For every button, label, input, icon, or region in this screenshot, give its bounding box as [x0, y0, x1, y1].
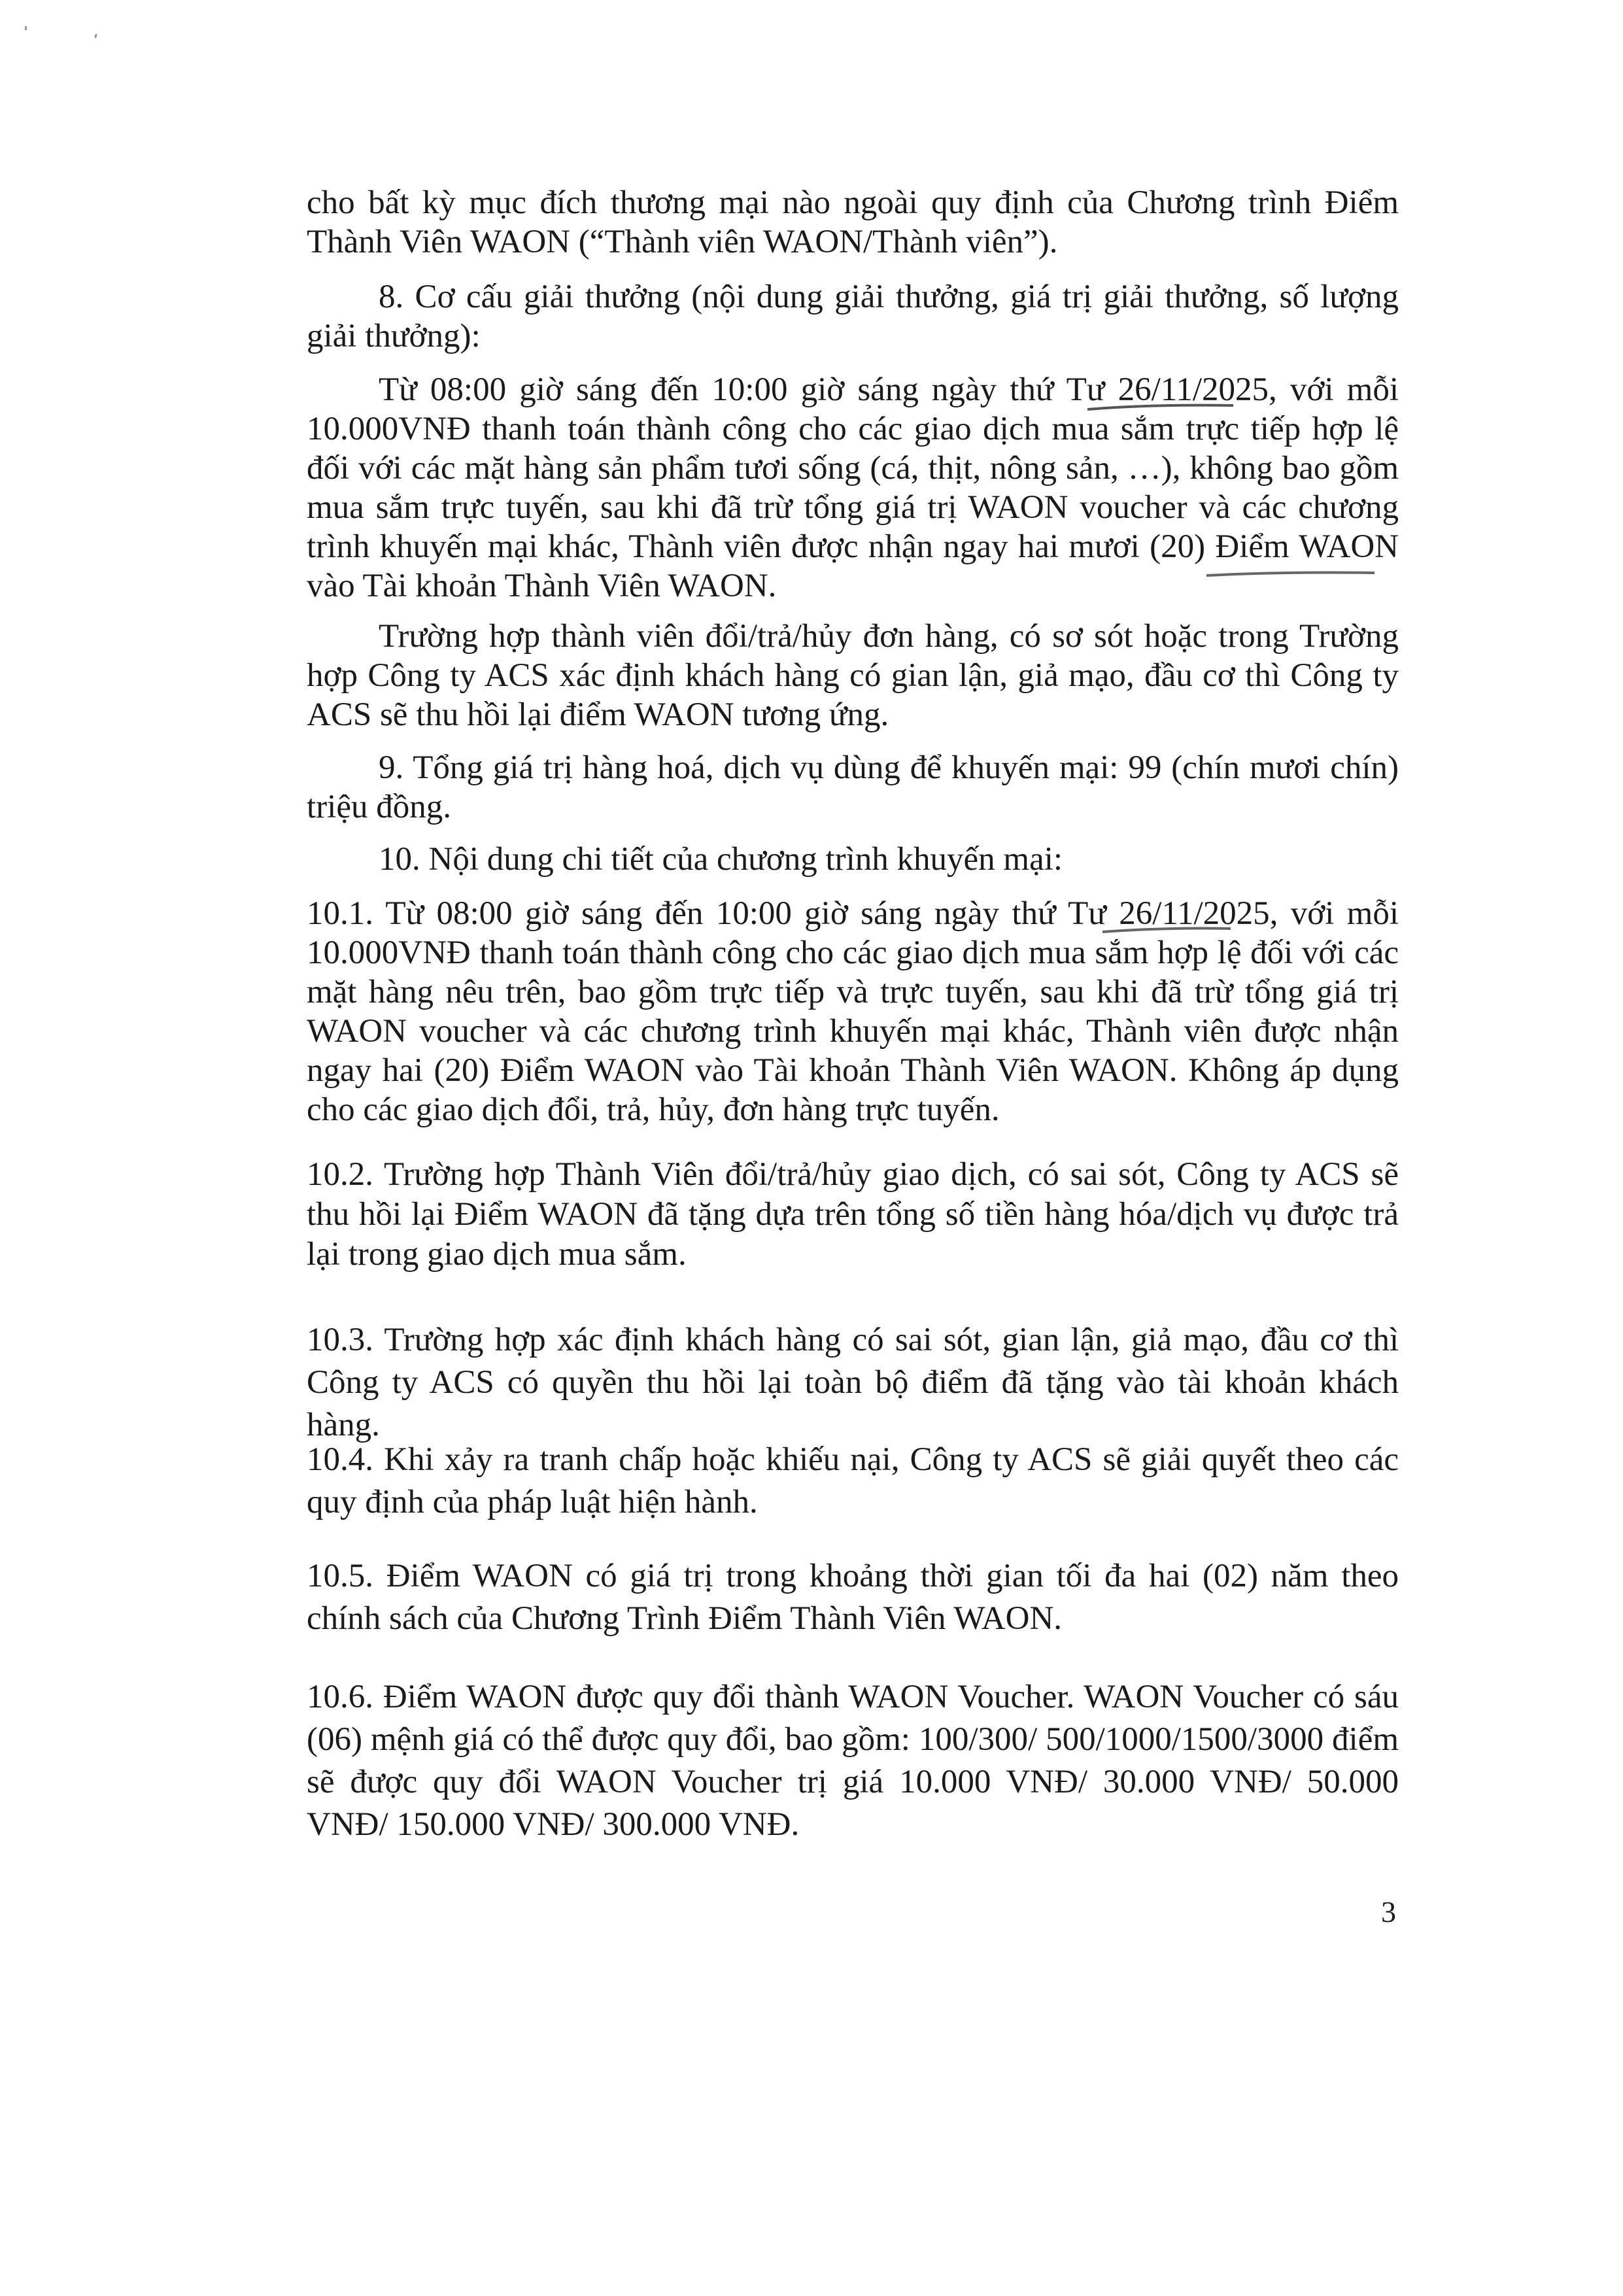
section-9: 9. Tổng giá trị hàng hoá, dịch vụ dùng để khuyến mại: 99 (chín mươi chín) triệu đồng.	[307, 749, 1399, 825]
section-8-detail: Từ 08:00 giờ sáng đến 10:00 giờ sáng ngày thứ Tư 26/11/2025, với mỗi 10.000VNĐ thanh toán thành công cho các giao dịch mua sắm trực tiếp hợp lệ đối với các mặt hàng sản phẩm tươi sống (cá, thịt, nông sản, …), không bao gồm mua sắm trực tuyến, sau khi đã trừ tổng giá trị WAON voucher và các chương trình khuyến mại khác, Thành viên được nhận ngay hai mươi (20) Điểm WAON vào Tài khoản Thành Viên WAON.	[307, 371, 1399, 604]
section-8-heading: 8. Cơ cấu giải thưởng (nội dung giải thưởng, giá trị giải thưởng, số lượng giải thưởng):	[307, 279, 1399, 354]
section-10-4: 10.4. Khi xảy ra tranh chấp hoặc khiếu nại, Công ty ACS sẽ giải quyết theo các quy định của pháp luật hiện hành.	[307, 1441, 1399, 1520]
section-10-heading: 10. Nội dung chi tiết của chương trình khuyến mại:	[379, 841, 1063, 878]
section-10-1: 10.1. Từ 08:00 giờ sáng đến 10:00 giờ sáng ngày thứ Tư 26/11/2025, với mỗi 10.000VNĐ thanh toán thành công cho các giao dịch mua sắm hợp lệ đối với các mặt hàng nêu trên, bao gồm trực tiếp và trực tuyến, sau khi đã trừ tổng giá trị WAON voucher và các chương trình khuyến mại khác, Thành viên được nhận ngay hai (20) Điểm WAON vào Tài khoản Thành Viên WAON. Không áp dụng cho các giao dịch đổi, trả, hủy, đơn hàng trực tuyến.	[307, 895, 1399, 1128]
section-10-6: 10.6. Điểm WAON được quy đổi thành WAON Voucher. WAON Voucher có sáu (06) mệnh giá có thể được quy đổi, bao gồm: 100/300/ 500/1000/1500/3000 điểm sẽ được quy đổi WAON Voucher trị giá 10.000 VNĐ/ 30.000 VNĐ/ 50.000 VNĐ/ 150.000 VNĐ/ 300.000 VNĐ.	[307, 1679, 1399, 1843]
section-10-5: 10.5. Điểm WAON có giá trị trong khoảng thời gian tối đa hai (02) năm theo chính sách của Chương Trình Điểm Thành Viên WAON.	[307, 1558, 1399, 1637]
section-10-2: 10.2. Trường hợp Thành Viên đổi/trả/hủy giao dịch, có sai sót, Công ty ACS sẽ thu hồi lại Điểm WAON đã tặng dựa trên tổng số tiền hàng hóa/dịch vụ được trả lại trong giao dịch mua sắm.	[307, 1156, 1399, 1273]
scan-speck	[25, 26, 27, 30]
section-8-recall: Trường hợp thành viên đổi/trả/hủy đơn hàng, có sơ sót hoặc trong Trường hợp Công ty ACS xác định khách hàng có gian lận, giả mạo, đầu cơ thì Công ty ACS sẽ thu hồi lại điểm WAON tương ứng.	[307, 618, 1399, 733]
paragraph-intro: cho bất kỳ mục đích thương mại nào ngoài quy định của Chương trình Điểm Thành Viên WAON (“Thành viên WAON/Thành viên”).	[307, 184, 1399, 260]
section-10-3: 10.3. Trường hợp xác định khách hàng có sai sót, gian lận, giả mạo, đầu cơ thì Công ty ACS có quyền thu hồi lại toàn bộ điểm đã tặng vào tài khoản khách hàng.	[307, 1322, 1399, 1443]
page-number: 3	[1381, 1895, 1396, 1928]
scan-speck	[94, 34, 97, 39]
